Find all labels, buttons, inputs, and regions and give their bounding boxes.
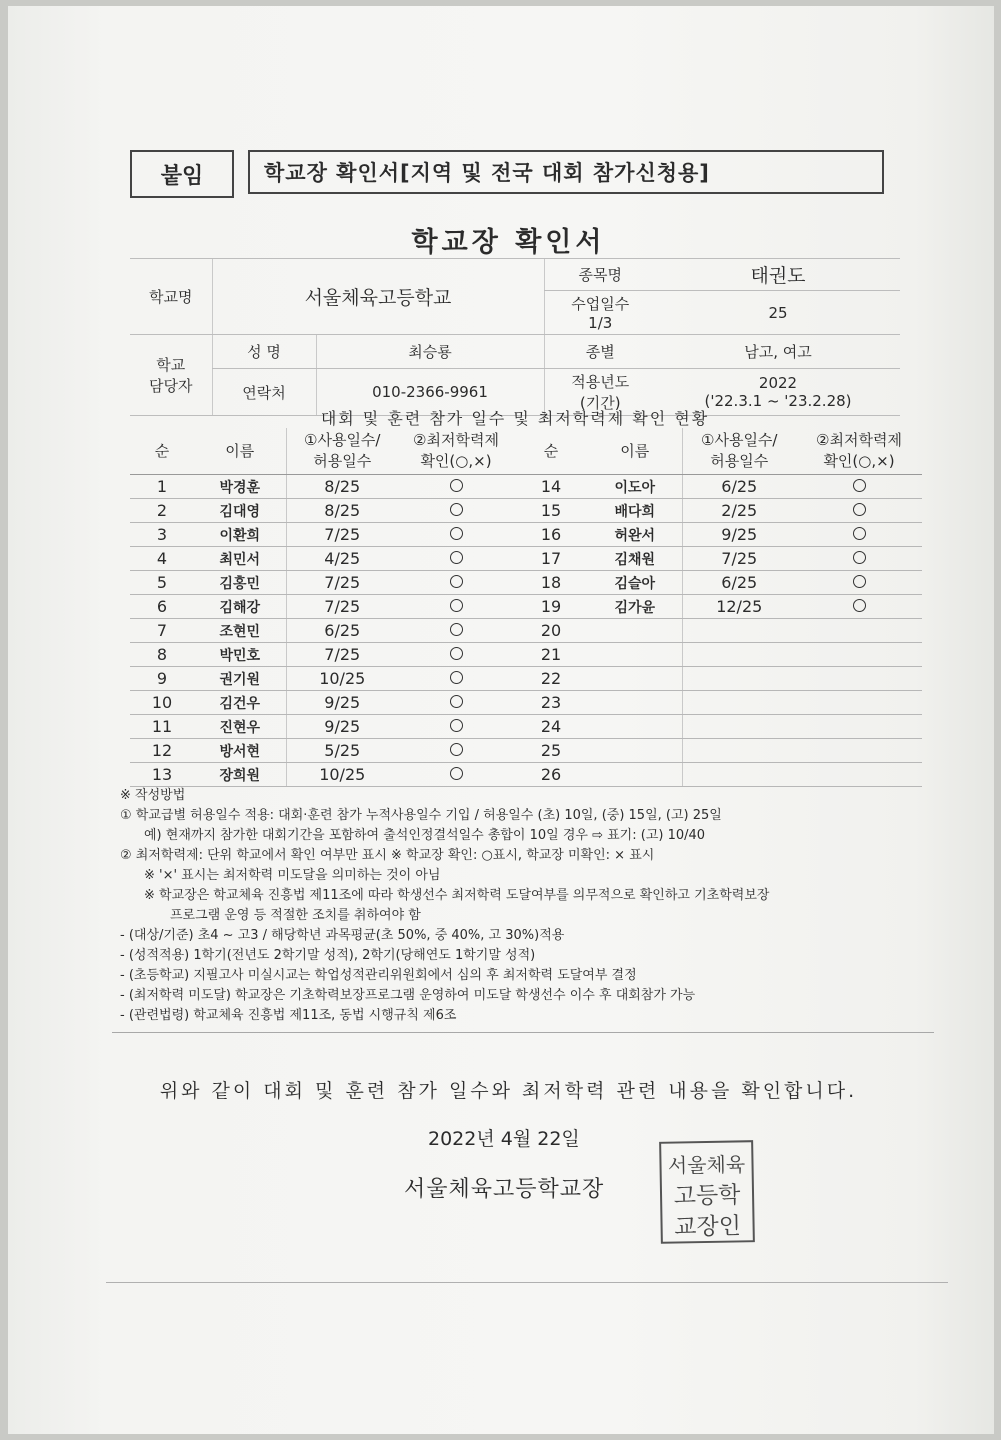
principal-signature: 서울체육고등학교장: [404, 1177, 605, 1202]
circle-mark-icon: [450, 671, 463, 684]
athlete-name: 배다희: [588, 499, 682, 523]
academic-confirm: [796, 571, 922, 595]
used-days: 8/25: [286, 499, 398, 523]
class-days-value: 25: [656, 291, 900, 335]
used-days: [682, 691, 796, 715]
row-no: 12: [130, 739, 194, 763]
class-days-label: [544, 291, 656, 335]
academic-confirm: [796, 691, 922, 715]
instruction-line: - (최저학력 미도달) 학교장은 기초학력보장프로그램 운영하여 미도달 학생선수 이수 후 대회참가 가능: [120, 988, 696, 1003]
issue-date: 2022년 4월 22일: [428, 1128, 580, 1150]
school-label: 학교명: [130, 259, 212, 335]
athlete-name: [588, 763, 682, 787]
athlete-name: 박경훈: [194, 475, 286, 499]
circle-mark-icon: [450, 743, 463, 756]
academic-confirm: [796, 547, 922, 571]
row-no: 16: [514, 523, 588, 547]
table-row: [130, 643, 922, 667]
table-row: [130, 499, 922, 523]
row-no: 14: [514, 475, 588, 499]
academic-confirm: [398, 499, 514, 523]
gender-label: 종별: [544, 335, 656, 369]
row-no: 10: [130, 691, 194, 715]
circle-mark-icon: [450, 479, 463, 492]
row-no: 20: [514, 619, 588, 643]
circle-mark-icon: [450, 551, 463, 564]
instruction-line: - (성적적용) 1학기(전년도 2학기말 성적), 2학기(당해연도 1학기말 성적): [120, 948, 536, 963]
row-no: 24: [514, 715, 588, 739]
used-days: [682, 667, 796, 691]
header-no-left: 순: [130, 428, 194, 475]
athlete-name: [588, 619, 682, 643]
header-days-left: [286, 428, 398, 475]
class-days-label-main: 수업일수: [571, 295, 630, 313]
used-days: 9/25: [286, 691, 398, 715]
athlete-name: 박민호: [194, 643, 286, 667]
used-days: 10/25: [286, 763, 398, 787]
academic-confirm: [796, 763, 922, 787]
circle-mark-icon: [450, 695, 463, 708]
header-days-line2: 허용일수: [710, 452, 769, 470]
academic-confirm: [796, 715, 922, 739]
official-seal: [659, 1140, 755, 1244]
seal-text-line: 서울체육: [667, 1152, 746, 1178]
used-days: 2/25: [682, 499, 796, 523]
used-days: 6/25: [286, 619, 398, 643]
circle-mark-icon: [450, 527, 463, 540]
year-label-sub: (기간): [579, 394, 621, 412]
athlete-name: 김건우: [194, 691, 286, 715]
athlete-name: 권기원: [194, 667, 286, 691]
row-no: 3: [130, 523, 194, 547]
athlete-name: 이환희: [194, 523, 286, 547]
instruction-line: 프로그램 운영 등 적절한 조치를 취하여야 함: [170, 908, 421, 923]
instruction-line: ※ 학교장은 학교체육 진흥법 제11조에 따라 학생선수 최저학력 도달여부를 의무적으로 확인하고 기초학력보장: [144, 888, 770, 903]
header-name-left: 이름: [194, 428, 286, 475]
school-name: 서울체육고등학교: [212, 259, 544, 335]
row-no: 2: [130, 499, 194, 523]
instruction-line: 예) 현재까지 참가한 대회기간을 포함하여 출석인정결석일수 총합이 10일 경우 ⇨ 표기: (고) 10/40: [144, 828, 706, 843]
row-no: 4: [130, 547, 194, 571]
header-title: 학교장 확인서[지역 및 전국 대회 참가신청용]: [248, 150, 884, 194]
circle-mark-icon: [450, 719, 463, 732]
table-row: [130, 691, 922, 715]
athlete-name: 김홍민: [194, 571, 286, 595]
section-title: 대회 및 훈련 참가 일수 및 최저학력제 확인 현황: [320, 409, 710, 428]
circle-mark-icon: [450, 599, 463, 612]
used-days: [682, 643, 796, 667]
row-no: 6: [130, 595, 194, 619]
athlete-name: [588, 643, 682, 667]
row-no: 17: [514, 547, 588, 571]
athlete-name: 이도아: [588, 475, 682, 499]
academic-confirm: [796, 739, 922, 763]
used-days: 7/25: [286, 643, 398, 667]
row-no: 1: [130, 475, 194, 499]
used-days: [682, 619, 796, 643]
used-days: 7/25: [286, 571, 398, 595]
athlete-name: 김가윤: [588, 595, 682, 619]
contact-value: 010-2366-9961: [316, 369, 544, 416]
used-days: 6/25: [682, 571, 796, 595]
used-days: 8/25: [286, 475, 398, 499]
header-confirm-left: [398, 428, 514, 475]
athlete-name: 김슬아: [588, 571, 682, 595]
document-page: [8, 6, 994, 1434]
row-no: 23: [514, 691, 588, 715]
table-row: [130, 739, 922, 763]
header-name-right: 이름: [588, 428, 682, 475]
circle-mark-icon: [853, 575, 866, 588]
instruction-line: - (초등학교) 지필고사 미실시교는 학업성적관리위원회에서 심의 후 최저학력 도달여부 결정: [120, 968, 637, 983]
table-row: [130, 571, 922, 595]
used-days: 9/25: [286, 715, 398, 739]
row-no: 5: [130, 571, 194, 595]
seal-text-line: 교장인: [674, 1213, 742, 1241]
table-row: [130, 595, 922, 619]
circle-mark-icon: [853, 551, 866, 564]
sport-value: 태권도: [656, 259, 900, 291]
academic-confirm: [398, 547, 514, 571]
circle-mark-icon: [853, 527, 866, 540]
athlete-roster-table: [130, 428, 922, 787]
roster-header-row: [130, 428, 922, 475]
row-no: 9: [130, 667, 194, 691]
year-period: ('22.3.1 ~ '23.2.28): [704, 392, 852, 410]
writing-instructions: [120, 786, 936, 1026]
athlete-name: 조현민: [194, 619, 286, 643]
header-days-line2: 허용일수: [313, 452, 372, 470]
header-days-line1: ①사용일수/: [701, 431, 778, 449]
document-header: [130, 150, 896, 198]
attachment-tag: 붙임: [130, 150, 234, 198]
academic-confirm: [398, 691, 514, 715]
table-row: [130, 715, 922, 739]
instruction-line: ② 최저학력제: 단위 학교에서 확인 여부만 표시 ※ 학교장 확인: ○표시, 학교장 미확인: × 표시: [120, 848, 655, 863]
academic-confirm: [398, 739, 514, 763]
header-no-right: 순: [514, 428, 588, 475]
academic-confirm: [398, 523, 514, 547]
bottom-divider: [106, 1282, 948, 1283]
row-no: 25: [514, 739, 588, 763]
header-confirm-line2: 확인(○,×): [420, 452, 492, 470]
row-no: 22: [514, 667, 588, 691]
athlete-name: 김채원: [588, 547, 682, 571]
circle-mark-icon: [450, 575, 463, 588]
circle-mark-icon: [853, 503, 866, 516]
table-row: [130, 547, 922, 571]
table-row: [130, 523, 922, 547]
academic-confirm: [796, 499, 922, 523]
header-confirm-right: [796, 428, 922, 475]
row-no: 18: [514, 571, 588, 595]
year-label-main: 적용년도: [571, 373, 630, 391]
athlete-name: [588, 715, 682, 739]
academic-confirm: [796, 667, 922, 691]
used-days: 5/25: [286, 739, 398, 763]
manager-label-line2: 담당자: [149, 377, 193, 395]
row-no: 19: [514, 595, 588, 619]
page-title: 학교장 확인서: [411, 227, 606, 258]
used-days: 7/25: [682, 547, 796, 571]
instruction-line: ① 학교급별 허용일수 적용: 대회·훈련 참가 누적사용일수 기입 / 허용일수 (초) 10일, (중) 15일, (고) 25일: [120, 808, 722, 823]
athlete-name: 방서현: [194, 739, 286, 763]
athlete-name: [588, 667, 682, 691]
contact-label: 연락처: [212, 369, 316, 416]
circle-mark-icon: [450, 767, 463, 780]
used-days: 7/25: [286, 595, 398, 619]
circle-mark-icon: [450, 503, 463, 516]
seal-text-line: 고등학: [673, 1182, 741, 1210]
athlete-name: 허완서: [588, 523, 682, 547]
athlete-name: 최민서: [194, 547, 286, 571]
athlete-name: [588, 739, 682, 763]
academic-confirm: [398, 475, 514, 499]
academic-confirm: [398, 715, 514, 739]
gender-value: 남고, 여고: [656, 335, 900, 369]
sport-label: 종목명: [544, 259, 656, 291]
athlete-name: 김대영: [194, 499, 286, 523]
academic-confirm: [398, 643, 514, 667]
row-no: 8: [130, 643, 194, 667]
header-confirm-line2: 확인(○,×): [823, 452, 895, 470]
used-days: [682, 739, 796, 763]
academic-confirm: [398, 763, 514, 787]
header-confirm-line1: ②최저학력제: [816, 431, 902, 449]
row-no: 26: [514, 763, 588, 787]
circle-mark-icon: [450, 623, 463, 636]
used-days: 7/25: [286, 523, 398, 547]
manager-name: 최승룡: [316, 335, 544, 369]
year-number: 2022: [758, 374, 798, 392]
seal-graphic: [661, 1142, 753, 1242]
row-no: 11: [130, 715, 194, 739]
table-row: [130, 763, 922, 787]
academic-confirm: [398, 571, 514, 595]
manager-label-line1: 학교: [156, 356, 186, 374]
used-days: 10/25: [286, 667, 398, 691]
row-no: 13: [130, 763, 194, 787]
used-days: 12/25: [682, 595, 796, 619]
athlete-name: 김해강: [194, 595, 286, 619]
name-label: 성 명: [212, 335, 316, 369]
academic-confirm: [796, 643, 922, 667]
academic-confirm: [796, 523, 922, 547]
athlete-name: 진현우: [194, 715, 286, 739]
used-days: 4/25: [286, 547, 398, 571]
academic-confirm: [796, 619, 922, 643]
academic-confirm: [796, 475, 922, 499]
confirmation-statement: 위와 같이 대회 및 훈련 참가 일수와 최저학력 관련 내용을 확인합니다.: [159, 1080, 858, 1102]
athlete-name: [588, 691, 682, 715]
header-days-line1: ①사용일수/: [304, 431, 381, 449]
school-info-table: [130, 258, 900, 416]
instruction-line: - (대상/기준) 초4 ~ 고3 / 해당학년 과목평균(초 50%, 중 40%, 고 30%)적용: [120, 928, 565, 943]
academic-confirm: [796, 595, 922, 619]
row-no: 15: [514, 499, 588, 523]
table-row: [130, 619, 922, 643]
used-days: [682, 763, 796, 787]
used-days: 6/25: [682, 475, 796, 499]
instruction-line: - (관련법령) 학교체육 진흥법 제11조, 동법 시행규칙 제6조: [120, 1008, 457, 1023]
circle-mark-icon: [450, 647, 463, 660]
row-no: 21: [514, 643, 588, 667]
circle-mark-icon: [853, 479, 866, 492]
academic-confirm: [398, 619, 514, 643]
header-confirm-line1: ②최저학력제: [413, 431, 499, 449]
table-row: [130, 475, 922, 499]
divider: [112, 1032, 934, 1033]
class-days-label-sub: 1/3: [588, 314, 613, 332]
header-days-right: [682, 428, 796, 475]
academic-confirm: [398, 667, 514, 691]
circle-mark-icon: [853, 599, 866, 612]
roster-body: [130, 475, 922, 787]
table-row: [130, 667, 922, 691]
used-days: 9/25: [682, 523, 796, 547]
instruction-line: ※ '×' 표시는 최저학력 미도달을 의미하는 것이 아님: [144, 868, 441, 883]
manager-label: [130, 335, 212, 416]
row-no: 7: [130, 619, 194, 643]
athlete-name: 장희원: [194, 763, 286, 787]
academic-confirm: [398, 595, 514, 619]
instruction-line: ※ 작성방법: [120, 788, 186, 803]
used-days: [682, 715, 796, 739]
